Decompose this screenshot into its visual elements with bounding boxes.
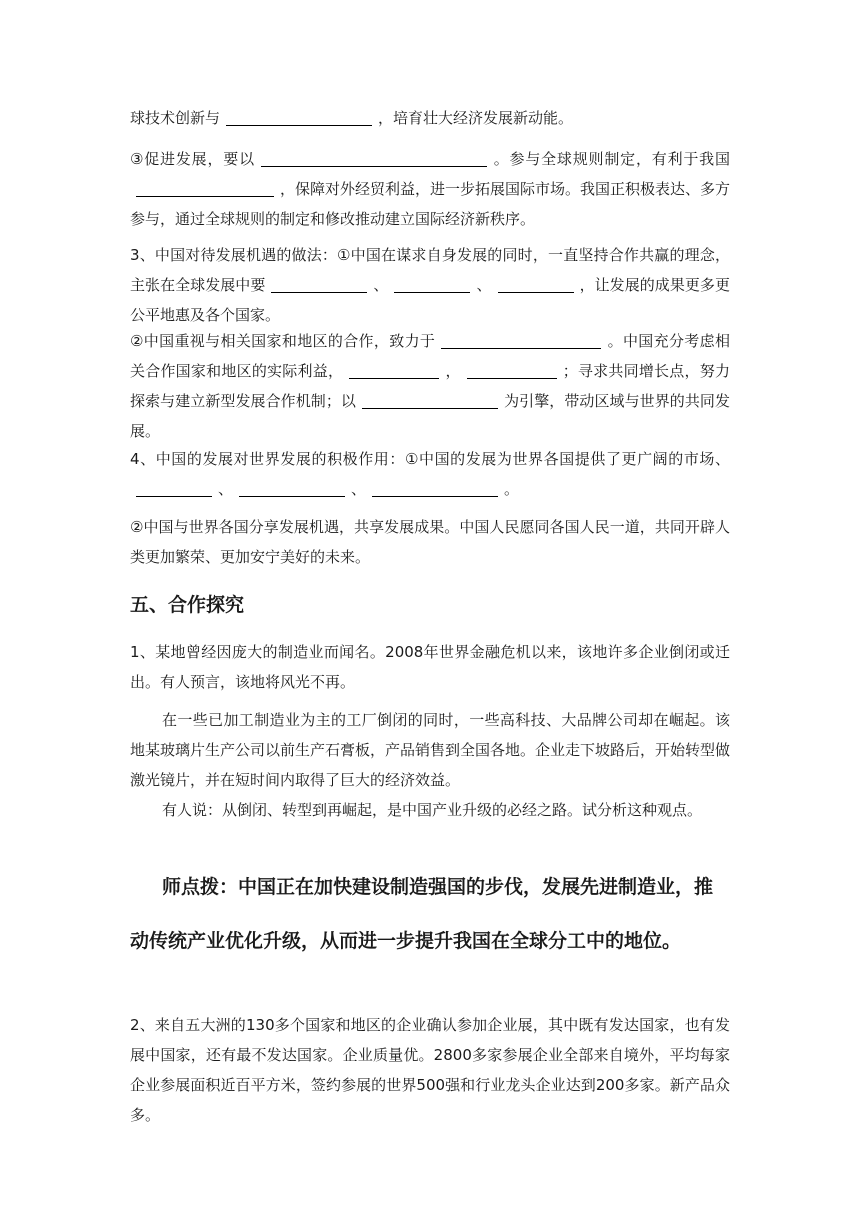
teacher-tip: 师点拨：中国正在加快建设制造强国的步伐，发展先进制造业，推动传统产业优化升级，从而进一步提升我国在全球分工中的地位。 — [130, 876, 714, 952]
fill-blank[interactable] — [271, 274, 367, 293]
text: ；寻求共同增长点，努力探索与建立新型发展合作机制；以 — [130, 362, 730, 410]
question-1-paragraph-1: 1、某地曾经因庞大的制造业而闻名。2008年世界金融危机以来，该地许多企业倒闭或迁出。有人预言，该地将风光不再。 — [130, 643, 730, 691]
paragraph-opportunity — [130, 240, 730, 330]
text: 4、中国的发展对世界发展的积极作用：①中国的发展为世界各国提供了更广阔的市场、 — [130, 450, 730, 468]
text: ， — [445, 362, 461, 380]
question-1-paragraph-2: 在一些已加工制造业为主的工厂倒闭的同时，一些高科技、大品牌公司却在崛起。该地某玻璃片生产公司以前生产石膏板，产品销售到全国各地。企业走下坡路后，开始转型做激光镜片，并在短时间内取得了巨大的经济效益。 — [130, 711, 731, 789]
text: 。参与全球规则制定，有利于我国 — [492, 150, 730, 168]
text: 。 — [504, 480, 520, 498]
section-heading: 五、合作探究 — [130, 594, 245, 616]
fill-blank[interactable] — [261, 148, 487, 167]
text: 3、中国对待发展机遇的做法：①中国在谋求自身发展的同时，一直坚持合作共赢的理念，主张在全球发展中要 — [130, 246, 730, 294]
paragraph-cooperation — [130, 326, 730, 446]
fill-blank[interactable] — [372, 478, 498, 497]
paragraph-contribution — [130, 444, 730, 504]
text: 、 — [476, 276, 492, 294]
question-2-paragraph: 2、来自五大洲的130多个国家和地区的企业确认参加企业展，其中既有发达国家，也有发展中国家，还有最不发达国家。企业质量优。2800多家参展企业全部来自境外，平均每家企业参展面积近百平方米，签约参展的世界500强和行业龙头企业达到200多家。新产品众多。 — [130, 1016, 730, 1124]
fill-blank[interactable] — [441, 330, 601, 349]
text: ③促进发展，要以 — [130, 150, 255, 168]
question-1-paragraph-3: 有人说：从倒闭、转型到再崛起，是中国产业升级的必经之路。试分析这种观点。 — [162, 801, 703, 819]
fill-blank[interactable] — [226, 107, 372, 126]
text: ②中国重视与相关国家和地区的合作，致力于 — [130, 332, 436, 350]
text: ，培育壮大经济发展新动能。 — [378, 109, 574, 127]
fill-blank[interactable] — [349, 360, 439, 379]
text: 球技术创新与 — [130, 109, 221, 127]
fill-blank[interactable] — [136, 178, 274, 197]
paragraph-innovation — [130, 103, 730, 133]
text: 、 — [351, 480, 367, 498]
text: 。中国充分考虑相关合作国家和地区的实际利益， — [130, 332, 730, 380]
text: 为引擎，带动区域与世界的共同发展。 — [130, 392, 730, 440]
fill-blank[interactable] — [467, 360, 557, 379]
text: 、 — [218, 480, 234, 498]
fill-blank[interactable] — [498, 274, 574, 293]
fill-blank[interactable] — [239, 478, 345, 497]
paragraph-rules — [130, 144, 730, 234]
fill-blank[interactable] — [136, 478, 212, 497]
text: ，让发展的成果更多更公平地惠及各个国家。 — [130, 276, 730, 324]
paragraph-sharing: ②中国与世界各国分享发展机遇，共享发展成果。中国人民愿同各国人民一道，共同开辟人类更加繁荣、更加安宁美好的未来。 — [130, 518, 730, 566]
text: 、 — [373, 276, 389, 294]
text: ，保障对外经贸利益，进一步拓展国际市场。我国正积极表达、多方参与，通过全球规则的制定和修改推动建立国际经济新秩序。 — [130, 180, 731, 228]
fill-blank[interactable] — [394, 274, 470, 293]
fill-blank[interactable] — [362, 390, 498, 409]
